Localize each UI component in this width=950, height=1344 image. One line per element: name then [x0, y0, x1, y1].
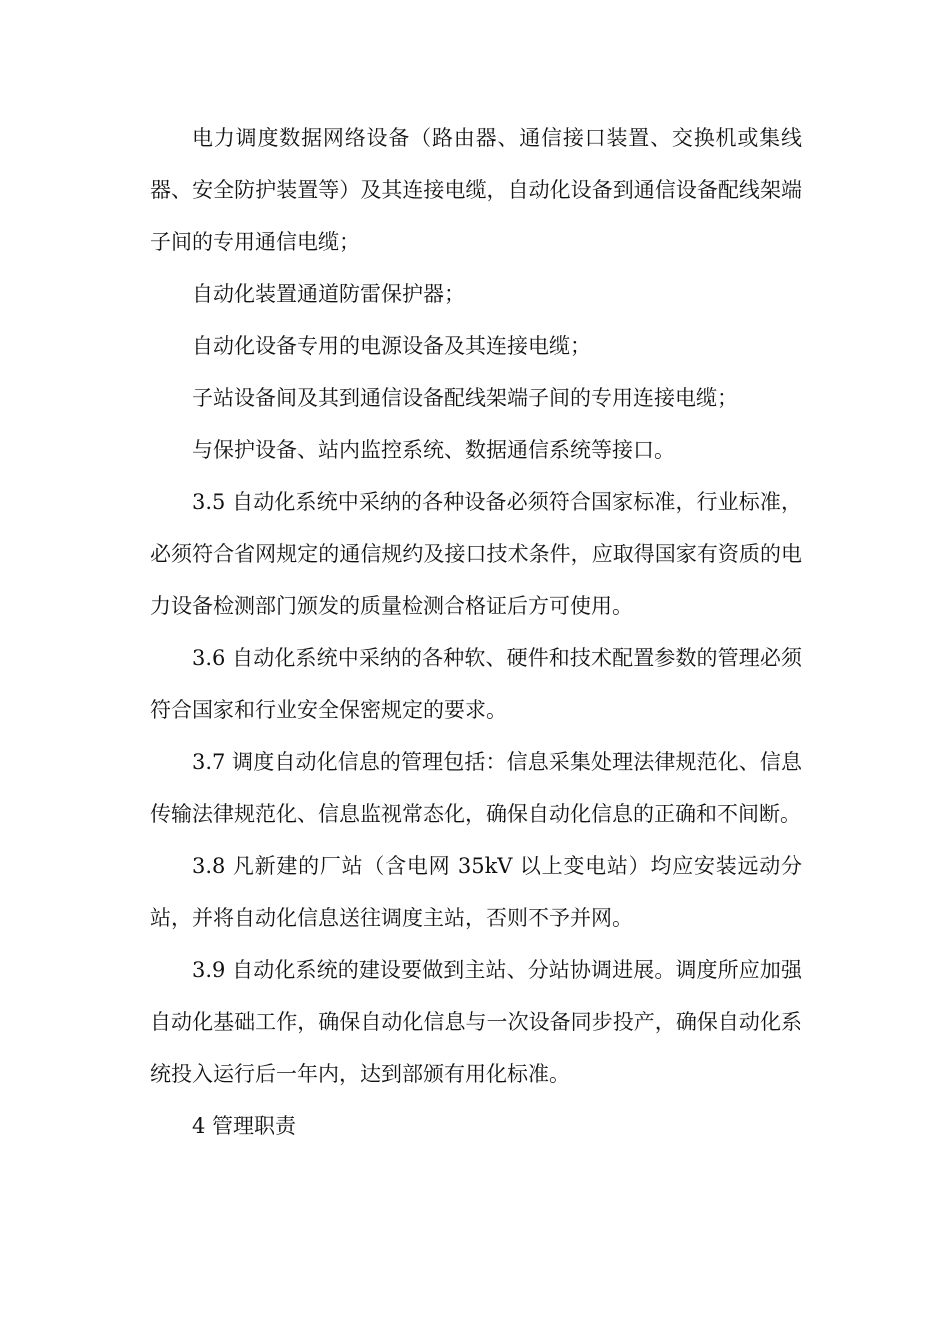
- paragraph-3-5: 3.5 自动化系统中采纳的各种设备必须符合国家标准，行业标准，必须符合省网规定的通信规约及接口技术条件，应取得国家有资质的电力设备检测部门颁发的质量检测合格证后方可使用。: [150, 490, 802, 618]
- paragraph-3-7: 3.7 调度自动化信息的管理包括：信息采集处理法律规范化、信息传输法律规范化、信息监视常态化，确保自动化信息的正确和不间断。: [150, 750, 802, 826]
- paragraph-equipment-list: 电力调度数据网络设备（路由器、通信接口装置、交换机或集线器、安全防护装置等）及其连接电缆，自动化设备到通信设备配线架端子间的专用通信电缆；: [150, 126, 802, 254]
- section-heading-4: 4 管理职责: [192, 1114, 297, 1138]
- paragraph-interfaces: 与保护设备、站内监控系统、数据通信系统等接口。: [192, 438, 675, 462]
- paragraph-3-9: 3.9 自动化系统的建设要做到主站、分站协调进展。调度所应加强自动化基础工作，确保自动化信息与一次设备同步投产，确保自动化系统投入运行后一年内，达到部颁有用化标准。: [150, 958, 802, 1086]
- paragraph-3-6: 3.6 自动化系统中采纳的各种软、硬件和技术配置参数的管理必须符合国家和行业安全保密规定的要求。: [150, 646, 802, 722]
- paragraph-connection-cables: 子站设备间及其到通信设备配线架端子间的专用连接电缆；: [192, 386, 738, 410]
- paragraph-power-supply: 自动化设备专用的电源设备及其连接电缆；: [192, 334, 591, 358]
- paragraph-3-8: 3.8 凡新建的厂站（含电网 35kV 以上变电站）均应安装远动分站，并将自动化信息送往调度主站，否则不予并网。: [150, 854, 802, 930]
- document-body: [150, 112, 802, 1152]
- paragraph-lightning-protector: 自动化装置通道防雷保护器；: [192, 282, 465, 306]
